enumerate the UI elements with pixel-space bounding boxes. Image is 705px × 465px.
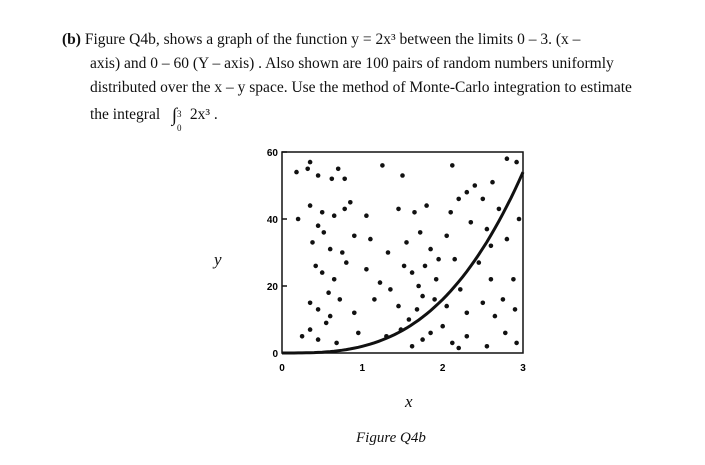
scatter-point xyxy=(412,210,417,215)
integral-lower-limit: 0 xyxy=(177,123,182,134)
scatter-point xyxy=(316,223,321,228)
x-tick-label: 2 xyxy=(439,363,446,374)
scatter-point xyxy=(428,247,433,252)
question-line-1-text: Figure Q4b, shows a graph of the function y = 2x³ between the limits 0 – 3. (x – xyxy=(84,31,581,48)
scatter-point xyxy=(418,230,423,235)
scatter-point xyxy=(300,334,305,339)
scatter-point xyxy=(368,237,373,242)
scatter-point xyxy=(440,324,445,329)
scatter-point xyxy=(505,237,510,242)
scatter-point xyxy=(342,207,347,212)
x-tick-label: 3 xyxy=(520,363,526,374)
scatter-point xyxy=(344,260,349,265)
scatter-point xyxy=(322,230,327,235)
scatter-point xyxy=(372,297,377,302)
scatter-point xyxy=(407,317,412,322)
scatter-point xyxy=(505,156,510,161)
scatter-point xyxy=(356,331,361,336)
scatter-point xyxy=(320,210,325,215)
question-label: (b) xyxy=(62,31,81,48)
scatter-point xyxy=(493,314,498,319)
scatter-point xyxy=(316,337,321,342)
scatter-point xyxy=(503,331,508,336)
scatter-point xyxy=(456,197,461,202)
scatter-point xyxy=(328,314,333,319)
scatter-point xyxy=(424,203,429,208)
scatter-point xyxy=(420,294,425,299)
scatter-point xyxy=(305,167,310,172)
scatter-point xyxy=(481,197,486,202)
scatter-point xyxy=(456,346,461,351)
scatter-point xyxy=(386,250,391,255)
integral-prefix: the integral xyxy=(90,106,161,123)
y-axis-label: y xyxy=(214,250,222,269)
scatter-point xyxy=(420,337,425,342)
scatter-point xyxy=(332,277,337,282)
scatter-point xyxy=(481,301,486,306)
scatter-point xyxy=(410,270,415,275)
integral-upper-limit: 3 xyxy=(177,109,182,120)
scatter-point xyxy=(316,173,321,178)
scatter-point xyxy=(450,341,455,346)
scatter-point xyxy=(444,304,449,309)
scatter-point xyxy=(448,210,453,215)
y-tick-label: 0 xyxy=(272,349,278,360)
scatter-point xyxy=(352,311,357,316)
scatter-point xyxy=(416,284,421,289)
scatter-point xyxy=(352,234,357,239)
y-tick-label: 40 xyxy=(266,215,278,226)
scatter-point xyxy=(428,331,433,336)
scatter-point xyxy=(380,163,385,168)
scatter-point xyxy=(308,301,313,306)
scatter-point xyxy=(399,327,404,332)
scatter-point xyxy=(328,247,333,252)
scatter-point xyxy=(489,244,494,249)
figure-caption: Figure Q4b xyxy=(356,430,426,446)
x-tick-label: 0 xyxy=(279,363,285,374)
scatter-point xyxy=(404,240,409,245)
question-line-3: distributed over the x – y space. Use the method of Monte-Carlo integration to estimate xyxy=(90,79,632,96)
scatter-point xyxy=(485,227,490,232)
scatter-point xyxy=(485,344,490,349)
scatter-point xyxy=(334,341,339,346)
scatter-point xyxy=(396,207,401,212)
integrand: 2x³ . xyxy=(189,106,218,123)
scatter-point xyxy=(513,307,518,312)
scatter-point xyxy=(364,213,369,218)
scatter-point xyxy=(338,297,343,302)
scatter-point xyxy=(473,183,478,188)
scatter-point xyxy=(469,220,474,225)
scatter-point xyxy=(514,160,519,165)
scatter-point xyxy=(444,234,449,239)
scatter-point xyxy=(308,203,313,208)
scatter-point xyxy=(452,257,457,262)
scatter-point xyxy=(517,217,522,222)
scatter-points xyxy=(294,156,521,350)
scatter-point xyxy=(501,297,506,302)
scatter-point xyxy=(511,277,516,282)
scatter-point xyxy=(400,173,405,178)
scatter-point xyxy=(316,307,321,312)
scatter-point xyxy=(364,267,369,272)
scatter-point xyxy=(296,217,301,222)
scatter-point xyxy=(388,287,393,292)
scatter-point xyxy=(423,264,428,269)
scatter-point xyxy=(497,207,502,212)
scatter-point xyxy=(308,160,313,165)
scatter-point xyxy=(434,277,439,282)
scatter-point xyxy=(310,240,315,245)
scatter-point xyxy=(465,311,470,316)
scatter-point xyxy=(396,304,401,309)
tick-group xyxy=(267,148,526,374)
scatter-point xyxy=(458,287,463,292)
scatter-point xyxy=(490,180,495,185)
x-tick-label: 1 xyxy=(359,363,366,374)
scatter-point xyxy=(342,177,347,182)
scatter-point xyxy=(436,257,441,262)
scatter-point xyxy=(326,290,331,295)
scatter-point xyxy=(320,270,325,275)
x-axis-label: x xyxy=(405,392,413,411)
scatter-point xyxy=(378,280,383,285)
scatter-point xyxy=(514,341,519,346)
y-tick-label: 60 xyxy=(266,148,278,159)
scatter-point xyxy=(450,163,455,168)
scatter-point xyxy=(313,264,318,269)
scatter-point xyxy=(308,327,313,332)
scatter-point xyxy=(432,297,437,302)
scatter-point xyxy=(348,200,353,205)
scatter-point xyxy=(330,177,335,182)
scatter-point xyxy=(415,307,420,312)
scatter-point xyxy=(465,334,470,339)
scatter-point xyxy=(410,344,415,349)
integral-sign: ∫ xyxy=(171,105,177,126)
function-curve xyxy=(282,172,523,353)
question-line-2: axis) and 0 – 60 (Y – axis) . Also shown are 100 pairs of random numbers uniformly xyxy=(90,55,614,72)
scatter-point xyxy=(477,260,482,265)
scatter-point xyxy=(294,170,299,175)
scatter-point xyxy=(402,264,407,269)
scatter-point xyxy=(340,250,345,255)
scatter-point xyxy=(489,277,494,282)
scatter-point xyxy=(336,167,341,172)
scatter-point xyxy=(465,190,470,195)
scatter-point xyxy=(332,213,337,218)
scatter-point xyxy=(324,321,329,326)
y-tick-label: 20 xyxy=(266,282,278,293)
plot-frame xyxy=(282,152,523,353)
scatter-point xyxy=(384,334,389,339)
